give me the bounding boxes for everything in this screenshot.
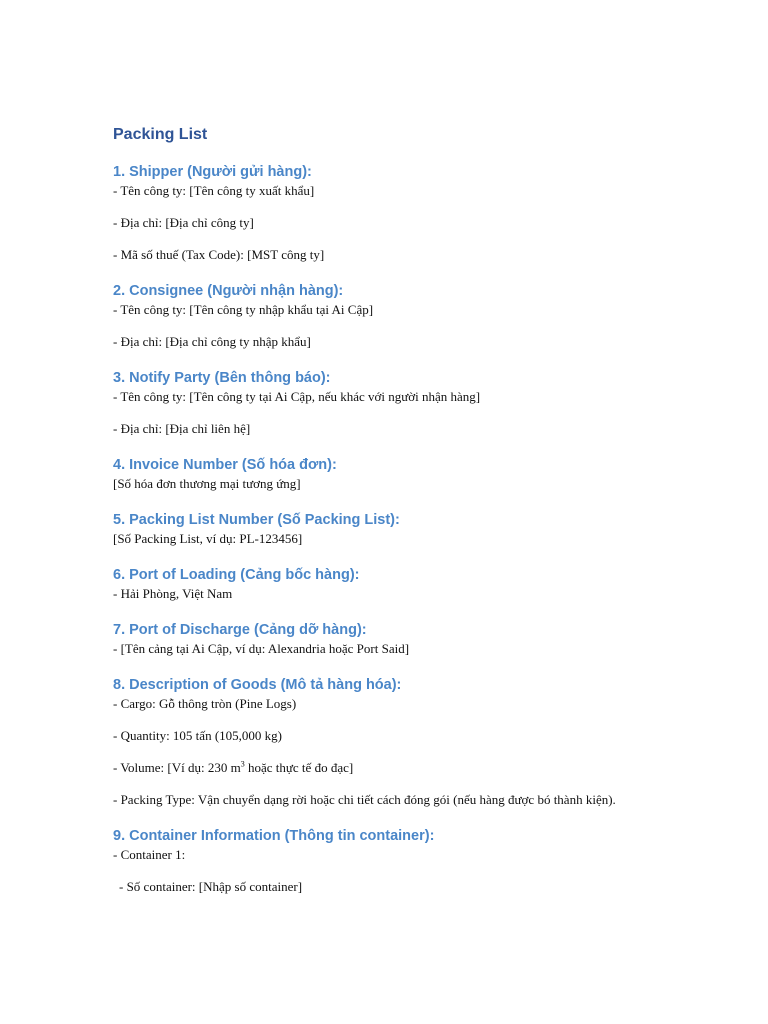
packing-list-number-value: [Số Packing List, ví dụ: PL-123456] bbox=[113, 531, 303, 546]
goods-quantity: - Quantity: 105 tấn (105,000 kg) bbox=[113, 728, 282, 743]
port-of-discharge-value: - [Tên cảng tại Ai Cập, ví dụ: Alexandria hoặc Port Said] bbox=[113, 641, 410, 656]
goods-cargo: - Cargo: Gỗ thông tròn (Pine Logs) bbox=[113, 696, 297, 711]
section-heading: 1. Shipper (Người gửi hàng): bbox=[113, 164, 312, 180]
section-heading: 3. Notify Party (Bên thông báo): bbox=[113, 370, 331, 386]
section-heading: 7. Port of Discharge (Cảng dỡ hàng): bbox=[113, 622, 367, 638]
section-description-of-goods bbox=[113, 675, 658, 809]
section-shipper bbox=[113, 162, 658, 264]
container-1-label: - Container 1: bbox=[113, 847, 186, 862]
notify-address: - Địa chỉ: [Địa chỉ liên hệ] bbox=[113, 421, 251, 436]
section-heading: 2. Consignee (Người nhận hàng): bbox=[113, 283, 344, 299]
section-invoice-number bbox=[113, 455, 658, 493]
section-packing-list-number bbox=[113, 510, 658, 548]
section-heading: 4. Invoice Number (Số hóa đơn): bbox=[113, 457, 337, 473]
shipper-tax-code: - Mã số thuế (Tax Code): [MST công ty] bbox=[113, 247, 325, 262]
container-number: - Số container: [Nhập số container] bbox=[119, 879, 303, 894]
shipper-address: - Địa chỉ: [Địa chỉ công ty] bbox=[113, 215, 254, 230]
port-of-loading-value: - Hải Phòng, Việt Nam bbox=[113, 586, 233, 601]
document-page bbox=[113, 124, 658, 896]
section-container-information bbox=[113, 826, 658, 896]
goods-volume-text-end: hoặc thực tế đo đạc] bbox=[244, 760, 354, 775]
goods-packing-type: - Packing Type: Vận chuyển dạng rời hoặc chi tiết cách đóng gói (nếu hàng được bó thành kiện). bbox=[113, 792, 616, 807]
consignee-company-name: - Tên công ty: [Tên công ty nhập khẩu tại Ai Cập] bbox=[113, 302, 374, 317]
section-heading: 8. Description of Goods (Mô tả hàng hóa): bbox=[113, 677, 402, 693]
section-notify-party bbox=[113, 368, 658, 438]
section-heading: 5. Packing List Number (Số Packing List): bbox=[113, 512, 400, 528]
section-port-of-discharge bbox=[113, 620, 658, 658]
goods-volume bbox=[113, 759, 658, 777]
document-title: Packing List bbox=[113, 126, 208, 143]
consignee-address: - Địa chỉ: [Địa chỉ công ty nhập khẩu] bbox=[113, 334, 311, 349]
section-port-of-loading bbox=[113, 565, 658, 603]
invoice-number-value: [Số hóa đơn thương mại tương ứng] bbox=[113, 476, 301, 491]
shipper-company-name: - Tên công ty: [Tên công ty xuất khẩu] bbox=[113, 183, 315, 198]
goods-volume-text: - Volume: [Ví dụ: 230 m bbox=[113, 760, 241, 775]
section-heading: 9. Container Information (Thông tin container): bbox=[113, 828, 435, 844]
section-consignee bbox=[113, 281, 658, 351]
goods-volume-superscript: 3 bbox=[240, 759, 245, 769]
notify-company-name: - Tên công ty: [Tên công ty tại Ai Cập, nếu khác với người nhận hàng] bbox=[113, 389, 481, 404]
section-heading: 6. Port of Loading (Cảng bốc hàng): bbox=[113, 567, 360, 583]
